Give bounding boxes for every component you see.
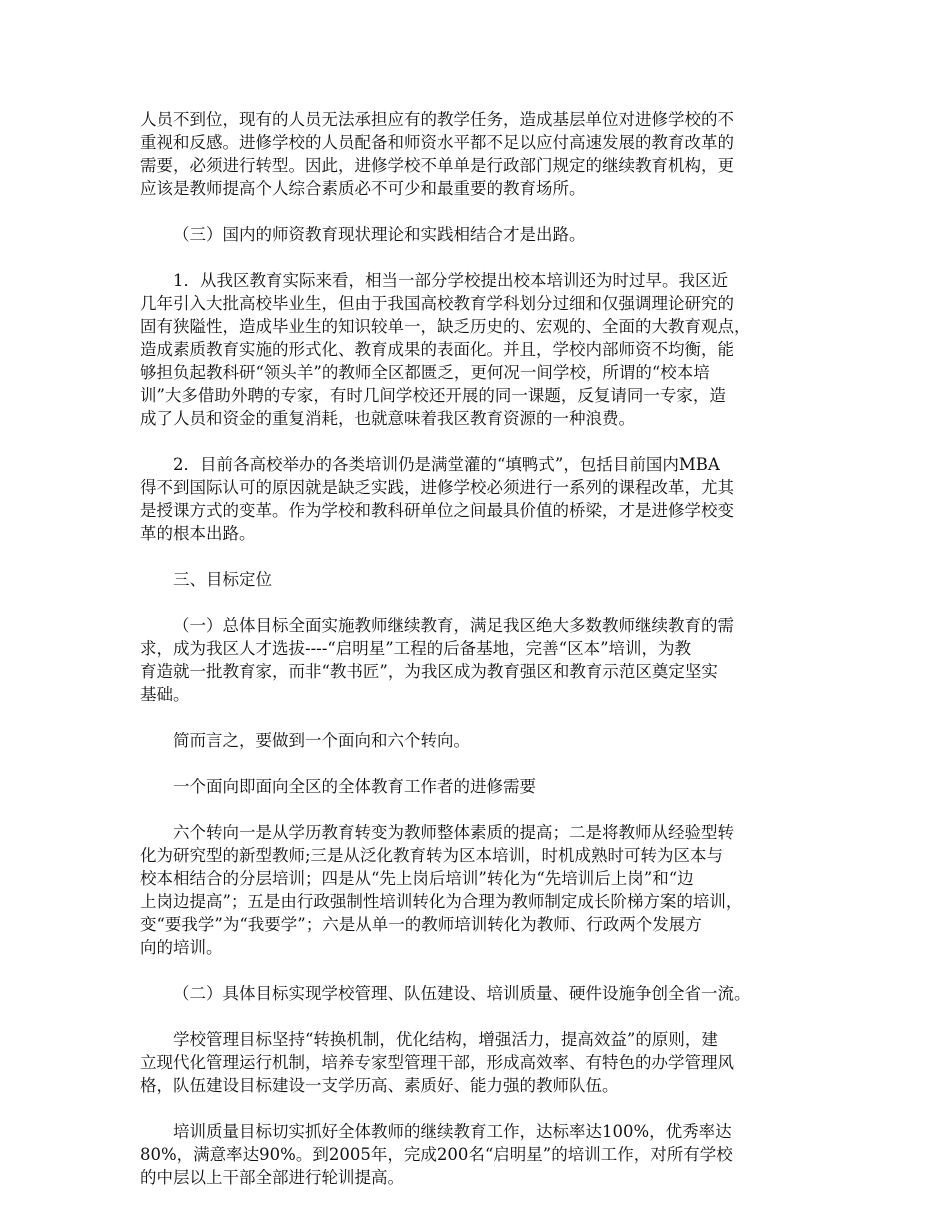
text-line: 的中层以上干部全部进行轮训提高。 bbox=[140, 1168, 404, 1187]
paragraph-overall-goal bbox=[140, 614, 816, 706]
text-line: 向的培训。 bbox=[140, 938, 223, 957]
text-line: 一个面向即面向全区的全体教育工作者的进修需要 bbox=[173, 777, 536, 796]
text-line: 够担负起教科研“领头羊”的教师全区都匮乏，更何况一间学校，所谓的“校本培 bbox=[140, 363, 710, 382]
text-line: 2．目前各高校举办的各类培训仍是满堂灌的“填鸭式”，包括目前国内MBA bbox=[173, 455, 720, 474]
text-line: 几年引入大批高校毕业生，但由于我国高校教育学科划分过细和仅强调理论研究的 bbox=[140, 294, 734, 313]
text-line: 简而言之，要做到一个面向和六个转向。 bbox=[173, 731, 470, 750]
text-line: 上岗边提高”；五是由行政强制性培训转化为合理为教师制定成长阶梯方案的培训， bbox=[140, 892, 743, 911]
text-line: 基础。 bbox=[140, 685, 190, 704]
text-line: 校本相结合的分层培训；四是从“先上岗后培训”转化为“先培训后上岗”和“边 bbox=[140, 869, 694, 888]
text-line: 变“要我学”为“我要学”；六是从单一的教师培训转化为教师、行政两个发展方 bbox=[140, 915, 702, 934]
text-line: 应该是教师提高个人综合素质必不可少和最重要的教育场所。 bbox=[140, 179, 586, 198]
text-line: 得不到国际认可的原因就是缺乏实践，进修学校必须进行一系列的课程改革，尤其 bbox=[140, 478, 734, 497]
text-line: 学校管理目标坚持“转换机制，优化结构，增强活力，提高效益”的原则，建 bbox=[173, 1030, 718, 1049]
text-line: （三）国内的师资教育现状理论和实践相结合才是出路。 bbox=[173, 225, 586, 244]
paragraph-training-quality bbox=[140, 1120, 816, 1189]
text-line: 三、目标定位 bbox=[173, 570, 272, 589]
text-line: 造成素质教育实施的形式化、教育成果的表面化。并且，学校内部师资不均衡，能 bbox=[140, 340, 734, 359]
paragraph-point-1 bbox=[140, 269, 816, 430]
text-line: 是授课方式的变革。作为学校和教科研单位之间最具价值的桥梁，才是进修学校变 bbox=[140, 501, 734, 520]
paragraph-1 bbox=[140, 108, 816, 200]
text-line: （二）具体目标实现学校管理、队伍建设、培训质量、硬件设施争创全省一流。 bbox=[173, 984, 751, 1003]
text-line: 育造就一批教育家，而非“教书匠”，为我区成为教育强区和教育示范区奠定坚实 bbox=[140, 662, 718, 681]
paragraph-six-shifts bbox=[140, 821, 816, 959]
text-line: 革的根本出路。 bbox=[140, 524, 256, 543]
heading-specific-goal bbox=[140, 982, 816, 1005]
paragraph-summary bbox=[140, 729, 816, 752]
text-line: 六个转向一是从学历教育转变为教师整体素质的提高；二是将教师从经验型转 bbox=[173, 823, 734, 842]
text-line: 训”大多借助外聘的专家，有时几间学校还开展的同一课题，反复请同一专家，造 bbox=[140, 386, 726, 405]
text-line: 立现代化管理运行机制，培养专家型管理干部，形成高效率、有特色的办学管理风 bbox=[140, 1053, 734, 1072]
text-line: 求，成为我区人才选拔----“启明星”工程的后备基地，完善“区本”培训，为教 bbox=[140, 639, 692, 658]
heading-goal-positioning bbox=[140, 568, 816, 591]
text-line: 重视和反感。进修学校的人员配备和师资水平都不足以应付高速发展的教育改革的 bbox=[140, 133, 734, 152]
text-line: 人员不到位，现有的人员无法承担应有的教学任务，造成基层单位对进修学校的不 bbox=[140, 110, 734, 129]
text-line: 格，队伍建设目标建设一支学历高、素质好、能力强的教师队伍。 bbox=[140, 1076, 619, 1095]
text-line: 固有狭隘性，造成毕业生的知识较单一，缺乏历史的、宏观的、全面的大教育观点， bbox=[140, 317, 751, 336]
heading-section-3 bbox=[140, 223, 816, 246]
paragraph-one-orientation bbox=[140, 775, 816, 798]
paragraph-point-2 bbox=[140, 453, 816, 545]
text-line: 成了人员和资金的重复消耗，也就意味着我区教育资源的一种浪费。 bbox=[140, 409, 635, 428]
text-line: 化为研究型的新型教师;三是从泛化教育转为区本培训，时机成熟时可转为区本与 bbox=[140, 846, 724, 865]
text-line: 需要，必须进行转型。因此，进修学校不单单是行政部门规定的继续教育机构，更 bbox=[140, 156, 734, 175]
paragraph-school-management bbox=[140, 1028, 816, 1097]
text-line: 80%，满意率达90%。到2005年，完成200名“启明星”的培训工作，对所有学校 bbox=[140, 1145, 733, 1164]
text-line: （一）总体目标全面实施教师继续教育，满足我区绝大多数教师继续教育的需 bbox=[173, 616, 734, 635]
text-line: 培训质量目标切实抓好全体教师的继续教育工作，达标率达100%，优秀率达 bbox=[173, 1122, 732, 1141]
text-line: 1．从我区教育实际来看，相当一部分学校提出校本培训还为时过早。我区近 bbox=[173, 271, 728, 290]
document-body bbox=[140, 108, 816, 1212]
